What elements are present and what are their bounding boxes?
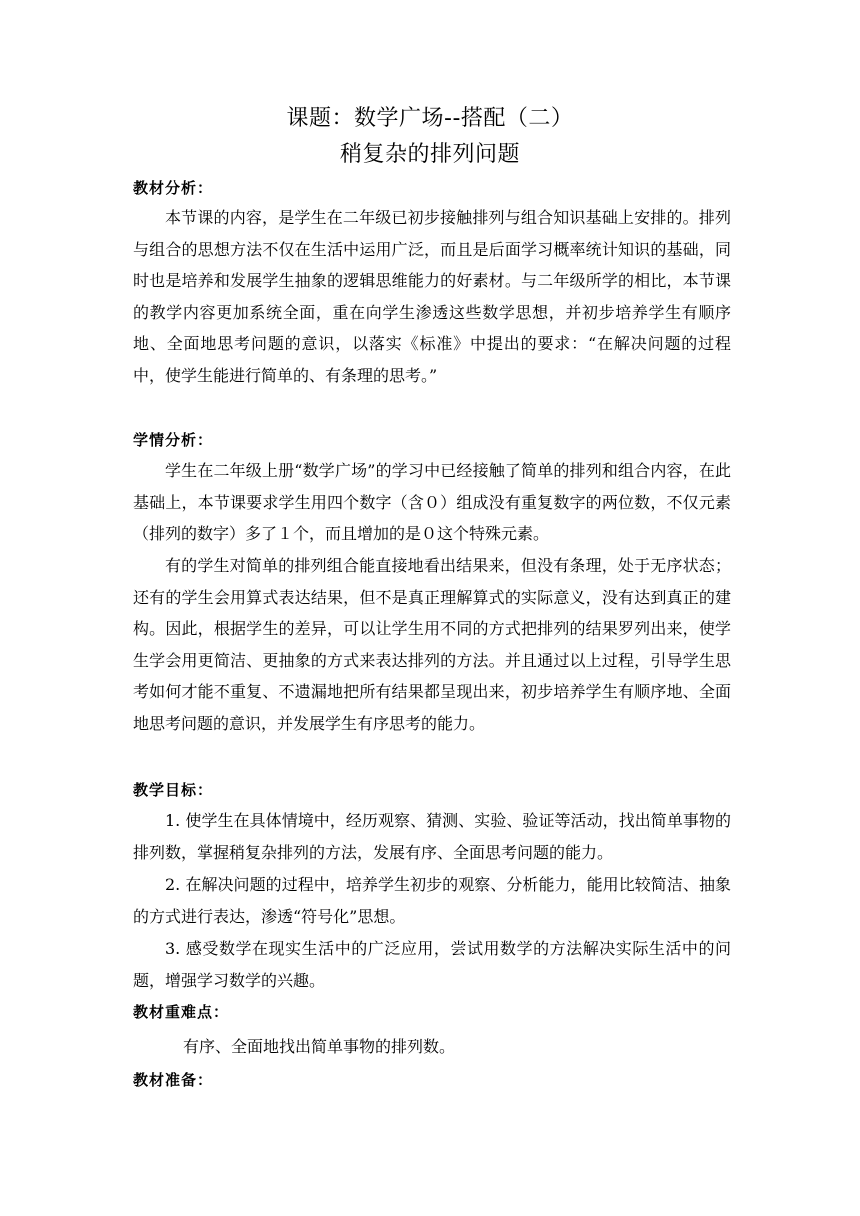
heading-student-analysis: 学情分析： [133, 431, 214, 449]
key-difficulties-text: 有序、全面地找出简单事物的排列数。 [183, 1037, 456, 1056]
heading-preparation: 教材准备： [133, 1071, 214, 1089]
goal-item-2: 2. 在解决问题的过程中，培养学生初步的观察、分析能力，能用比较简洁、抽象的方式进行表达，渗透“符号化”思想。 [133, 875, 731, 926]
document-title: 课题：数学广场--搭配（二） [286, 106, 574, 131]
paragraph-textbook-analysis: 本节课的内容，是学生在二年级已初步接触排列与组合知识基础上安排的。排列与组合的思想方法不仅在生活中运用广泛，而且是后面学习概率统计知识的基础，同时也是培养和发展学生抽象的逻辑思维能力的好素材。与二年级所学的相比，本节课的教学内容更加系统全面，重在向学生渗透这些数学思想，并初步培养学生有顺序地、全面地思考问题的意识，以落实《标准》中提出的要求：“在解决问题的过程中，使学生能进行简单的、有条理的思考。” [133, 208, 731, 385]
document-subtitle: 稍复杂的排列问题 [339, 142, 520, 167]
paragraph-student-analysis-1: 学生在二年级上册“数学广场”的学习中已经接触了简单的排列和组合内容，在此基础上，本节课要求学生用四个数字（含０）组成没有重复数字的两位数，不仅元素（排列的数字）多了１个，而且增加的是０这个特殊元素。 [133, 461, 731, 543]
heading-teaching-goals: 教学目标： [133, 781, 214, 799]
goal-item-3: 3. 感受数学在现实生活中的广泛应用，尝试用数学的方法解决实际生活中的问题，增强学习数学的兴趣。 [133, 939, 731, 990]
goal-item-1: 1. 使学生在具体情境中，经历观察、猜测、实验、验证等活动，找出简单事物的排列数，掌握稍复杂排列的方法，发展有序、全面思考问题的能力。 [133, 811, 731, 862]
heading-textbook-analysis: 教材分析： [133, 179, 214, 197]
heading-key-difficulties: 教材重难点： [133, 1003, 230, 1021]
paragraph-student-analysis-2: 有的学生对简单的排列组合能直接地看出结果来，但没有条理，处于无序状态；还有的学生会用算式表达结果，但不是真正理解算式的实际意义，没有达到真正的建构。因此，根据学生的差异，可以让学生用不同的方式把排列的结果罗列出来，使学生学会用更简洁、更抽象的方式来表达排列的方法。并且通过以上过程，引导学生思考如何才能不重复、不遗漏地把所有结果都呈现出来，初步培养学生有顺序地、全面地思考问题的意识，并发展学生有序思考的能力。 [133, 556, 731, 733]
